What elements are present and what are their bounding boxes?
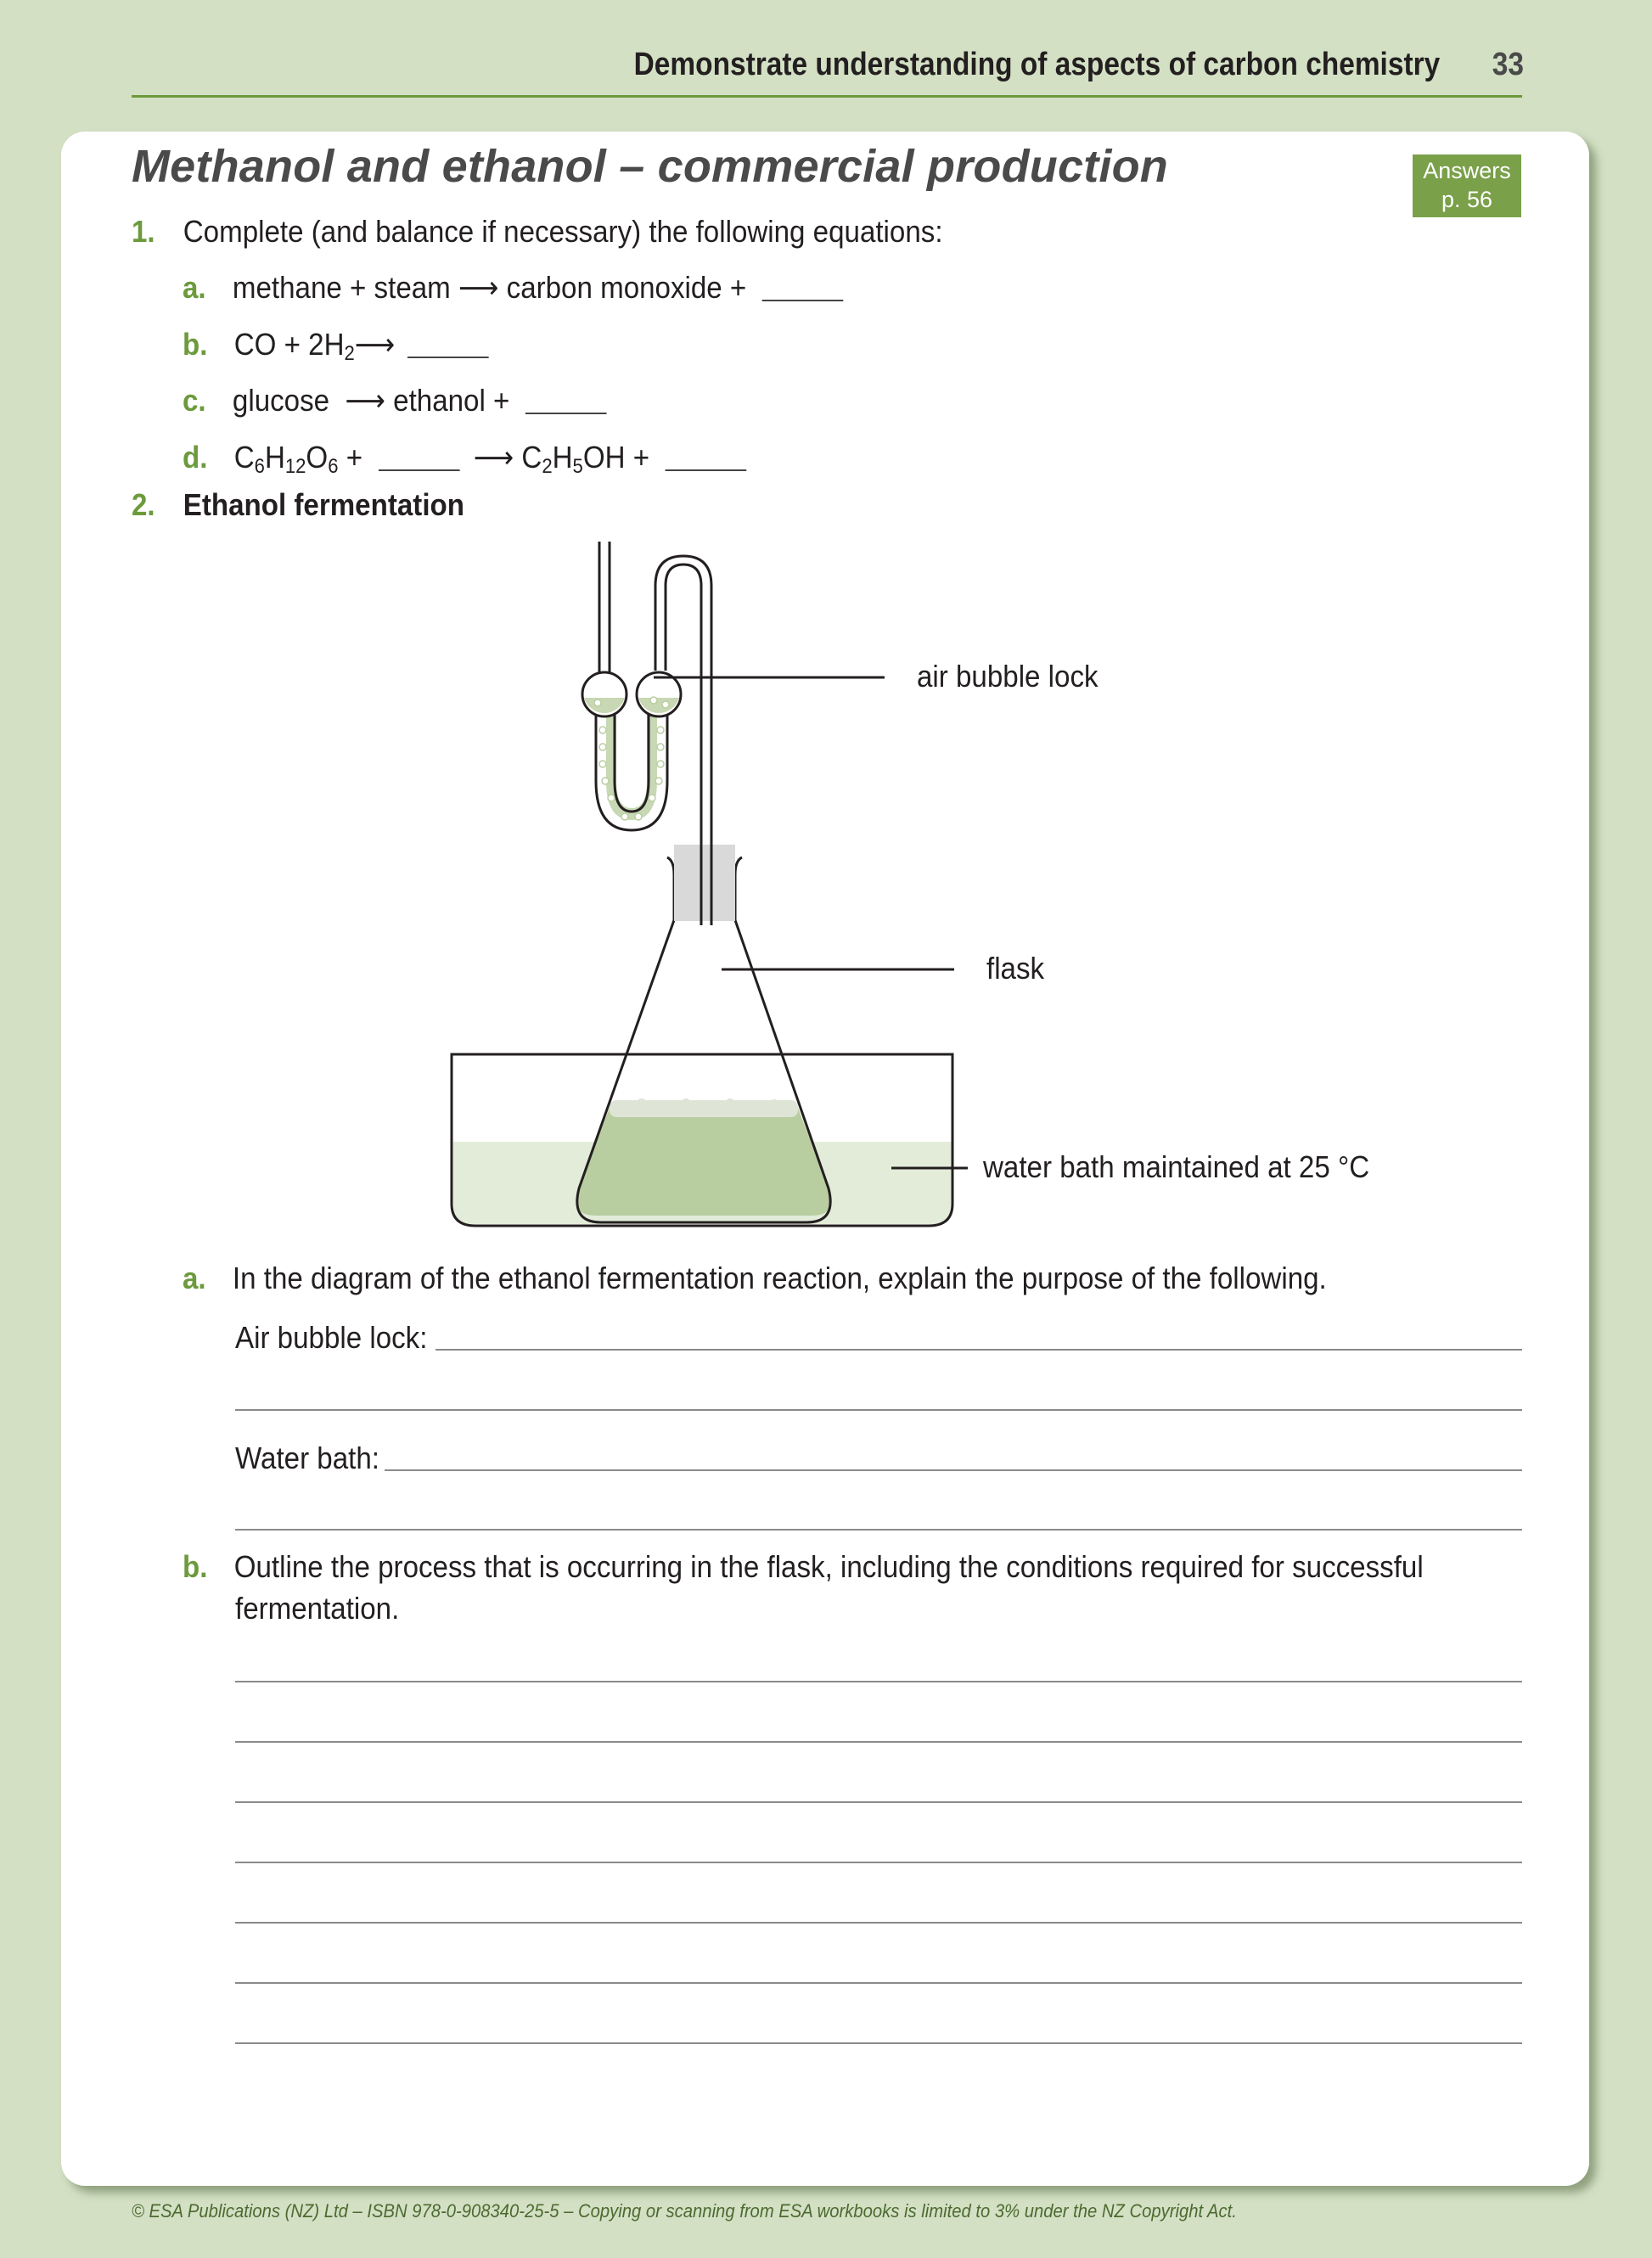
- page-title: Methanol and ethanol – commercial production: [132, 141, 1168, 192]
- question-number: 1.: [132, 214, 155, 249]
- question-text: Outline the process that is occurring in the flask, including the conditions required for successful: [233, 1549, 1424, 1584]
- flask-liquid: [576, 1108, 831, 1216]
- equation-text: glucose ⟶ ethanol +: [232, 383, 510, 418]
- answer-line[interactable]: [235, 1801, 1522, 1803]
- reactant-c: C: [233, 440, 255, 475]
- page-number: 33: [1492, 46, 1524, 82]
- subscript: 12: [284, 455, 306, 478]
- answer-line[interactable]: [235, 1741, 1522, 1743]
- product-h: H: [552, 440, 573, 475]
- subscript: 6: [328, 455, 339, 478]
- answer-line[interactable]: [235, 1409, 1522, 1411]
- reactant-o: O: [306, 440, 329, 475]
- label-air-bubble-lock: air bubble lock: [917, 659, 1099, 694]
- product-c: ⟶ C: [473, 440, 542, 475]
- subscript: 2: [542, 455, 553, 478]
- subscript: 2: [344, 342, 355, 365]
- sub-letter: c.: [183, 383, 206, 418]
- equation-text: CO + 2H: [233, 327, 345, 362]
- answer-line[interactable]: [385, 1469, 1522, 1471]
- answer-line[interactable]: [235, 1681, 1522, 1682]
- answers-badge-line2: p. 56: [1441, 187, 1493, 212]
- question-text: In the diagram of the ethanol fermentation reaction, explain the purpose of the following.: [232, 1261, 1327, 1295]
- answer-line[interactable]: [235, 2042, 1522, 2044]
- copyright-footer: © ESA Publications (NZ) Ltd – ISBN 978-0-908340-25-5 – Copying or scanning from ESA workbooks is limited to 3% under the NZ Copyright Act.: [132, 2200, 1237, 2221]
- question-2a: [183, 1261, 1327, 1296]
- sub-letter: a.: [183, 270, 206, 305]
- question-heading: Ethanol fermentation: [183, 487, 464, 522]
- reactant-h: H: [264, 440, 285, 475]
- label-flask: flask: [986, 951, 1045, 986]
- plus: +: [338, 440, 363, 475]
- equation-text: methane + steam ⟶ carbon monoxide +: [232, 270, 747, 305]
- question-number: 2.: [132, 487, 155, 522]
- sub-letter: a.: [183, 1261, 206, 1295]
- stopper: [674, 845, 735, 921]
- arrow: ⟶: [354, 327, 396, 362]
- answers-badge-line1: Answers: [1423, 158, 1511, 183]
- label-water-bath: water bath maintained at 25 °C: [983, 1149, 1370, 1184]
- product-rest: OH +: [582, 440, 650, 475]
- answer-line[interactable]: [235, 1862, 1522, 1863]
- answer-line[interactable]: [235, 1922, 1522, 1924]
- answer-line[interactable]: [235, 1982, 1522, 1984]
- running-title: Demonstrate understanding of aspects of carbon chemistry: [633, 46, 1441, 82]
- answer-line[interactable]: [235, 1529, 1522, 1531]
- question-text: Complete (and balance if necessary) the following equations:: [183, 214, 943, 249]
- subscript: 5: [572, 455, 583, 478]
- water-bath-label: Water bath:: [235, 1441, 379, 1475]
- subscript: 6: [254, 455, 265, 478]
- sub-letter: b.: [183, 327, 208, 362]
- air-bubble-lock-label: Air bubble lock:: [235, 1320, 428, 1355]
- bubble-lock: [582, 672, 681, 830]
- sub-letter: d.: [183, 440, 208, 475]
- froth: [610, 1098, 798, 1117]
- question-2b: [183, 1549, 1424, 1585]
- answer-line[interactable]: [435, 1349, 1522, 1351]
- sub-letter: b.: [183, 1549, 208, 1584]
- question-text-continued: fermentation.: [235, 1591, 400, 1626]
